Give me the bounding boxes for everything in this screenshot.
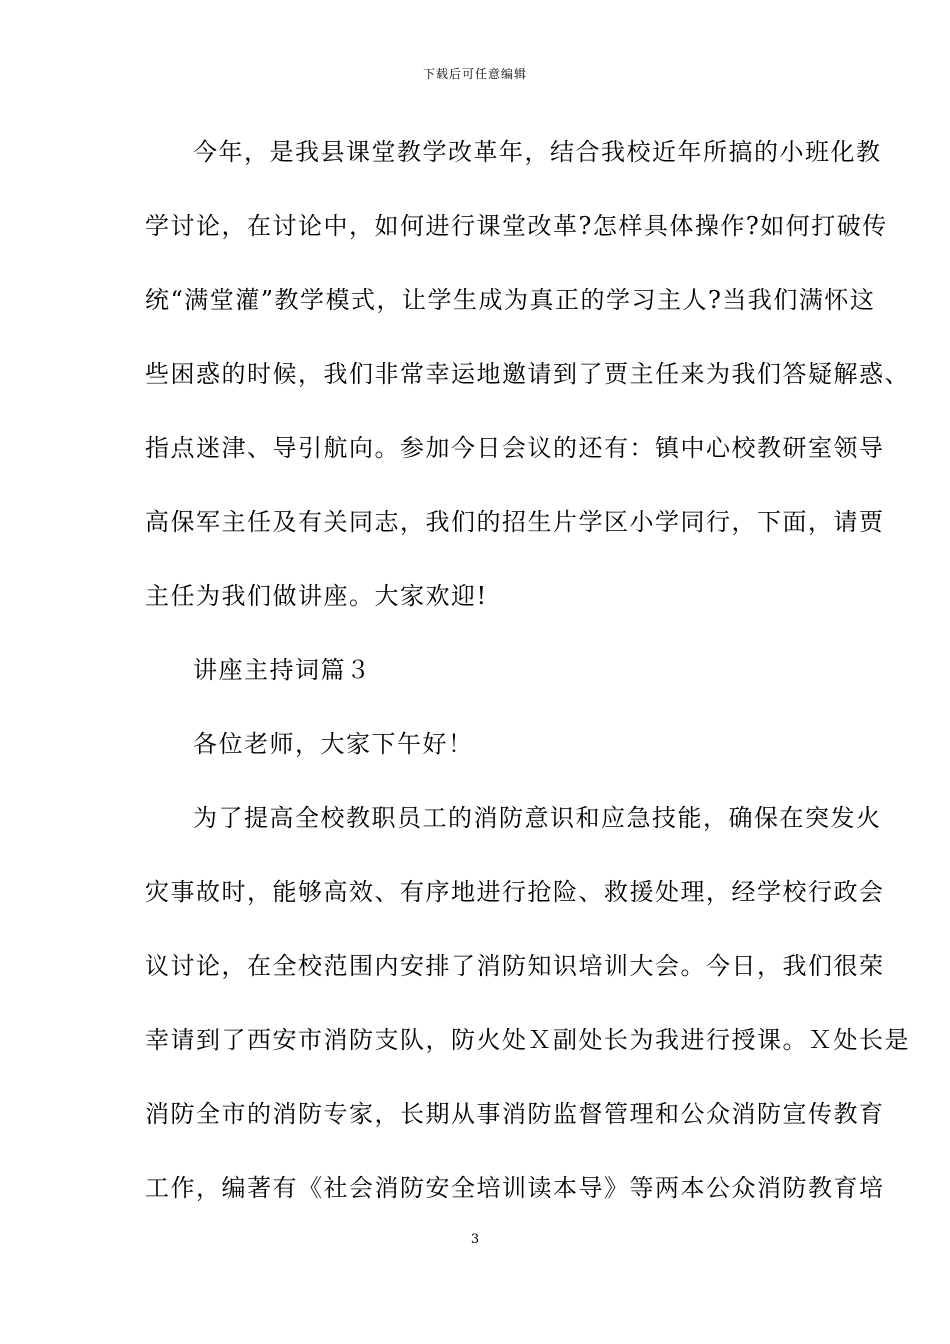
paragraph-line: 消防全市的消防专家，长期从事消防监督管理和公众消防宣传教育 (145, 1100, 885, 1128)
paragraph-line: 些困惑的时候，我们非常幸运地邀请到了贾主任来为我们答疑解惑、 (145, 360, 910, 388)
paragraph-line: 为了提高全校教职员工的消防意识和应急技能，确保在突发火 (193, 804, 882, 832)
paragraph-line: 指点迷津、导引航向。参加今日会议的还有：镇中心校教研室领导 (145, 434, 885, 462)
paragraph-line: 学讨论，在讨论中，如何进行课堂改革?怎样具体操作?如何打破传 (145, 212, 888, 240)
greeting-line: 各位老师，大家下午好！ (193, 730, 474, 758)
document-body (145, 128, 910, 1238)
paragraph-line: 幸请到了西安市消防支队，防火处Ｘ副处长为我进行授课。Ｘ处长是 (145, 1026, 910, 1054)
section-heading: 讲座主持词篇３ (193, 656, 372, 684)
page-header: 下载后可任意编辑 (422, 67, 527, 81)
paragraph-line: 主任为我们做讲座。大家欢迎! (145, 582, 488, 610)
paragraph-line: 灾事故时，能够高效、有序地进行抢险、救援处理，经学校行政会 (145, 878, 885, 906)
paragraph-line: 议讨论，在全校范围内安排了消防知识培训大会。今日，我们很荣 (145, 952, 885, 980)
page-number: 3 (470, 1232, 480, 1247)
paragraph-line: 统“满堂灌”教学模式，让学生成为真正的学习主人?当我们满怀这 (145, 286, 876, 314)
paragraph-line: 工作，编著有《社会消防安全培训读本导》等两本公众消防教育培 (145, 1174, 885, 1202)
paragraph-line: 今年，是我县课堂教学改革年，结合我校近年所搞的小班化教 (193, 138, 882, 166)
paragraph-line: 高保军主任及有关同志，我们的招生片学区小学同行，下面，请贾 (145, 508, 885, 536)
